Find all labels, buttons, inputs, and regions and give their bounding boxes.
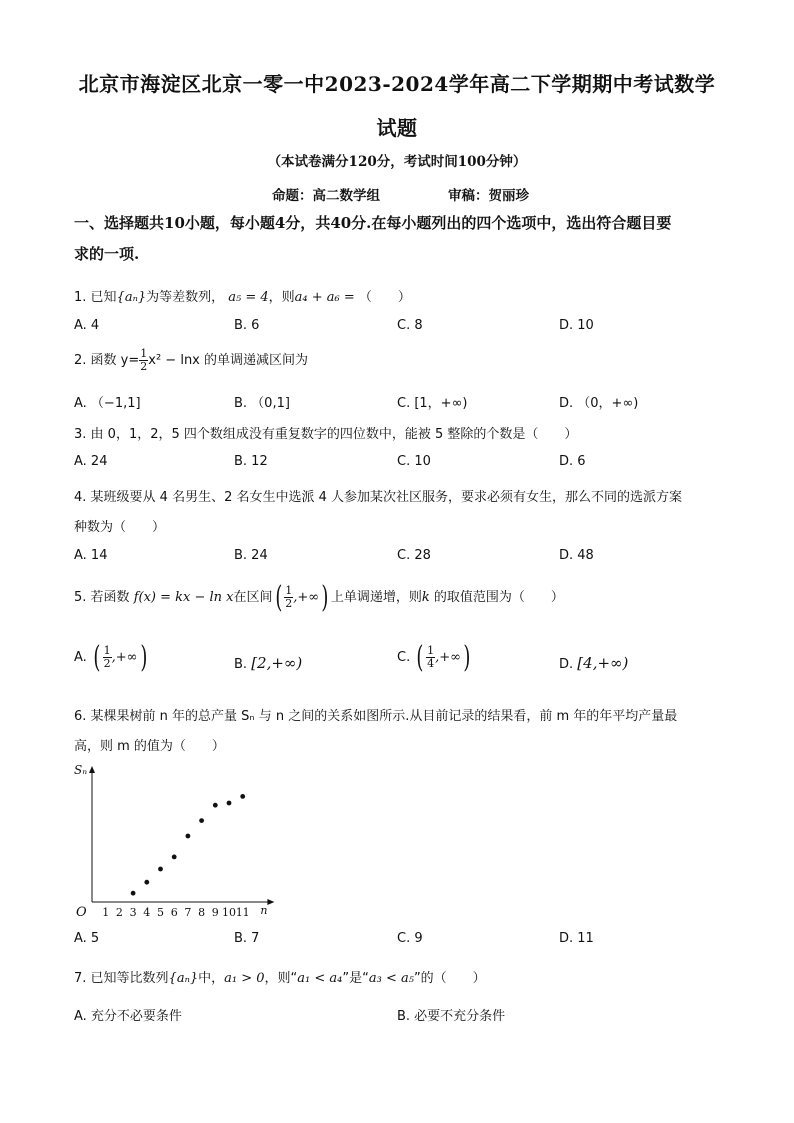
q2-option-b: B. （0,1] (234, 396, 290, 411)
question-4-stem-line2: 种数为（ ） (74, 520, 166, 535)
q5-frac-den: 2 (285, 597, 293, 610)
q5-function: f(x) = kx − ln x (133, 590, 234, 605)
q5-opt-d-text: [4,+∞) (577, 654, 629, 672)
q5-stem-c: 上单调递增，则 (330, 590, 422, 605)
data-point (131, 891, 136, 896)
q1-stem-b: 为等差数列， (146, 290, 225, 305)
q5-option-a (74, 640, 149, 675)
question-3-stem: 3. 由 0，1，2，5 四个数组成没有重复数字的四位数中，能被 5 整除的个数是（ ） (74, 427, 578, 442)
x-tick-label: 8 (198, 906, 206, 919)
q5-paren-open: ( (274, 580, 282, 615)
question-7-stem (74, 967, 486, 986)
q1-stem-c: ，则 (268, 290, 295, 305)
q7-sequence: {aₙ} (168, 971, 199, 986)
q5-stem-d: 的取值范围为（ ） (433, 590, 564, 605)
q5-opt-b-text: [2,+∞) (251, 654, 303, 672)
q5-opt-c-paren-close: ) (463, 640, 471, 675)
q2-frac-num: 1 (140, 347, 148, 360)
data-point (144, 880, 149, 885)
q2-option-a: A. （−1,1] (74, 396, 141, 411)
q4-option-d: D. 48 (559, 548, 594, 563)
q7-condition: a₁ > 0 (224, 971, 265, 986)
q7-p: a₁ < a₄ (297, 971, 343, 986)
q3-option-b: B. 12 (234, 454, 268, 469)
q5-opt-a-label: A. (74, 650, 87, 665)
section-heading-line2: 求的一项. (74, 245, 140, 263)
question-1-stem (74, 286, 411, 305)
q2-stem-b: x² − lnx 的单调递减区间为 (148, 353, 309, 368)
q1-condition: a₅ = 4 (228, 290, 269, 305)
x-tick-label: 11 (235, 906, 250, 919)
q3-option-a: A. 24 (74, 454, 108, 469)
chart-points (131, 794, 245, 896)
q5-opt-a-num: 1 (103, 644, 111, 657)
q5-interval-tail: ,+∞ (293, 590, 320, 605)
q7-stem-b: 中， (198, 971, 225, 986)
q5-stem-b: 在区间 (233, 590, 273, 605)
q1-option-b: B. 6 (234, 318, 260, 333)
q5-opt-a-paren-open: ( (93, 640, 101, 675)
q5-opt-a-fraction (103, 645, 112, 670)
q3-option-c: C. 10 (397, 454, 431, 469)
y-axis-arrow (89, 766, 95, 773)
q5-option-c (397, 640, 473, 675)
q7-stem-d: ”是“ (342, 971, 369, 986)
data-point (186, 834, 191, 839)
x-tick-label: 7 (184, 906, 192, 919)
chart-tick-labels (74, 763, 267, 920)
author-label: 命题：高二数学组 (272, 188, 380, 204)
q6-option-d: D. 11 (559, 931, 594, 946)
q5-opt-a-tail: ,+∞ (111, 650, 138, 665)
x-tick-label: 10 (222, 906, 236, 919)
q5-frac-num: 1 (285, 584, 293, 597)
q5-opt-c-tail: ,+∞ (435, 650, 461, 665)
q7-option-b: B. 必要不充分条件 (397, 1009, 506, 1024)
data-point (227, 801, 232, 806)
reviewer-label: 审稿：贺丽珍 (448, 188, 529, 204)
question-5-stem (74, 580, 564, 615)
origin-label: O (76, 905, 87, 920)
q1-stem-d: （ ） (358, 290, 411, 305)
q5-opt-a-paren-close: ) (139, 640, 147, 675)
x-axis-label: n (260, 904, 268, 917)
chart-axes (89, 766, 274, 905)
question-6-stem-line1: 6. 某棵果树前 n 年的总产量 Sₙ 与 n 之间的关系如图所示.从目前记录的结果看，前 m 年的年平均产量最 (74, 709, 678, 724)
scatter-chart (70, 758, 290, 924)
q1-sequence: {aₙ} (116, 290, 147, 305)
q1-expression: a₄ + a₆ = (294, 290, 355, 305)
x-tick-label: 6 (170, 906, 178, 919)
x-tick-label: 1 (102, 906, 110, 919)
q1-option-d: D. 10 (559, 318, 594, 333)
x-axis-arrow (267, 899, 274, 905)
q2-option-d: D. （0，+∞) (559, 396, 639, 411)
q4-option-b: B. 24 (234, 548, 268, 563)
q7-stem-a: 7. 已知等比数列 (74, 971, 169, 986)
q5-opt-c-fraction (426, 645, 435, 670)
q7-stem-e: ”的（ ） (413, 971, 486, 986)
q5-opt-c-paren-open: ( (416, 640, 424, 675)
section-heading-line1: 一、选择题共10小题，每小题4分，共40分.在每小题列出的四个选项中，选出符合题目要 (74, 214, 672, 232)
x-tick-label: 9 (211, 906, 219, 919)
x-tick-label: 2 (115, 906, 123, 919)
data-point (199, 818, 204, 823)
q5-opt-d-label: D. (559, 657, 574, 672)
q6-option-c: C. 9 (397, 931, 423, 946)
question-4-stem-line1: 4. 某班级要从 4 名男生、2 名女生中选派 4 人参加某次社区服务，要求必须有女生，那么不同的选派方案 (74, 490, 683, 505)
q7-option-a: A. 充分不必要条件 (74, 1009, 182, 1024)
q2-stem-a: 2. 函数 y= (74, 353, 140, 368)
q6-option-a: A. 5 (74, 931, 100, 946)
q1-stem-a: 1. 已知 (74, 290, 117, 305)
data-point (240, 794, 245, 799)
question-2-stem (74, 348, 308, 373)
q5-option-d (559, 654, 628, 672)
exam-info: （本试卷满分120分，考试时间100分钟） (267, 154, 527, 170)
q1-option-c: C. 8 (397, 318, 423, 333)
q5-paren-close: ) (321, 580, 329, 615)
q7-stem-c: ，则“ (264, 971, 298, 986)
q5-opt-c-num: 1 (427, 644, 435, 657)
y-axis-label: Sₙ (74, 763, 88, 777)
data-point (172, 855, 177, 860)
q5-stem-a: 5. 若函数 (74, 590, 130, 605)
q2-fraction (139, 348, 148, 373)
question-6-stem-line2: 高，则 m 的值为（ ） (74, 739, 225, 754)
x-tick-label: 5 (157, 906, 164, 919)
page-title-line1: 北京市海淀区北京一零一中2023-2024学年高二下学期期中考试数学 (78, 72, 716, 96)
q5-opt-c-label: C. (397, 650, 411, 665)
q7-q: a₃ < a₅ (368, 971, 414, 986)
q3-option-d: D. 6 (559, 454, 586, 469)
data-point (213, 803, 218, 808)
q5-opt-c-den: 4 (427, 657, 435, 670)
q5-fraction (284, 585, 293, 610)
x-tick-label: 4 (143, 906, 151, 919)
q5-opt-a-den: 2 (103, 657, 111, 670)
q5-option-b (234, 654, 302, 672)
x-tick-label: 3 (129, 906, 137, 919)
q2-option-c: C. [1，+∞) (397, 396, 468, 411)
page-title-line2: 试题 (376, 116, 418, 140)
q4-option-a: A. 14 (74, 548, 108, 563)
q5-opt-b-label: B. (234, 657, 248, 672)
q1-option-a: A. 4 (74, 318, 100, 333)
q4-option-c: C. 28 (397, 548, 431, 563)
q2-frac-den: 2 (140, 360, 148, 373)
q6-option-b: B. 7 (234, 931, 260, 946)
data-point (158, 867, 163, 872)
q5-k: k (421, 590, 430, 605)
